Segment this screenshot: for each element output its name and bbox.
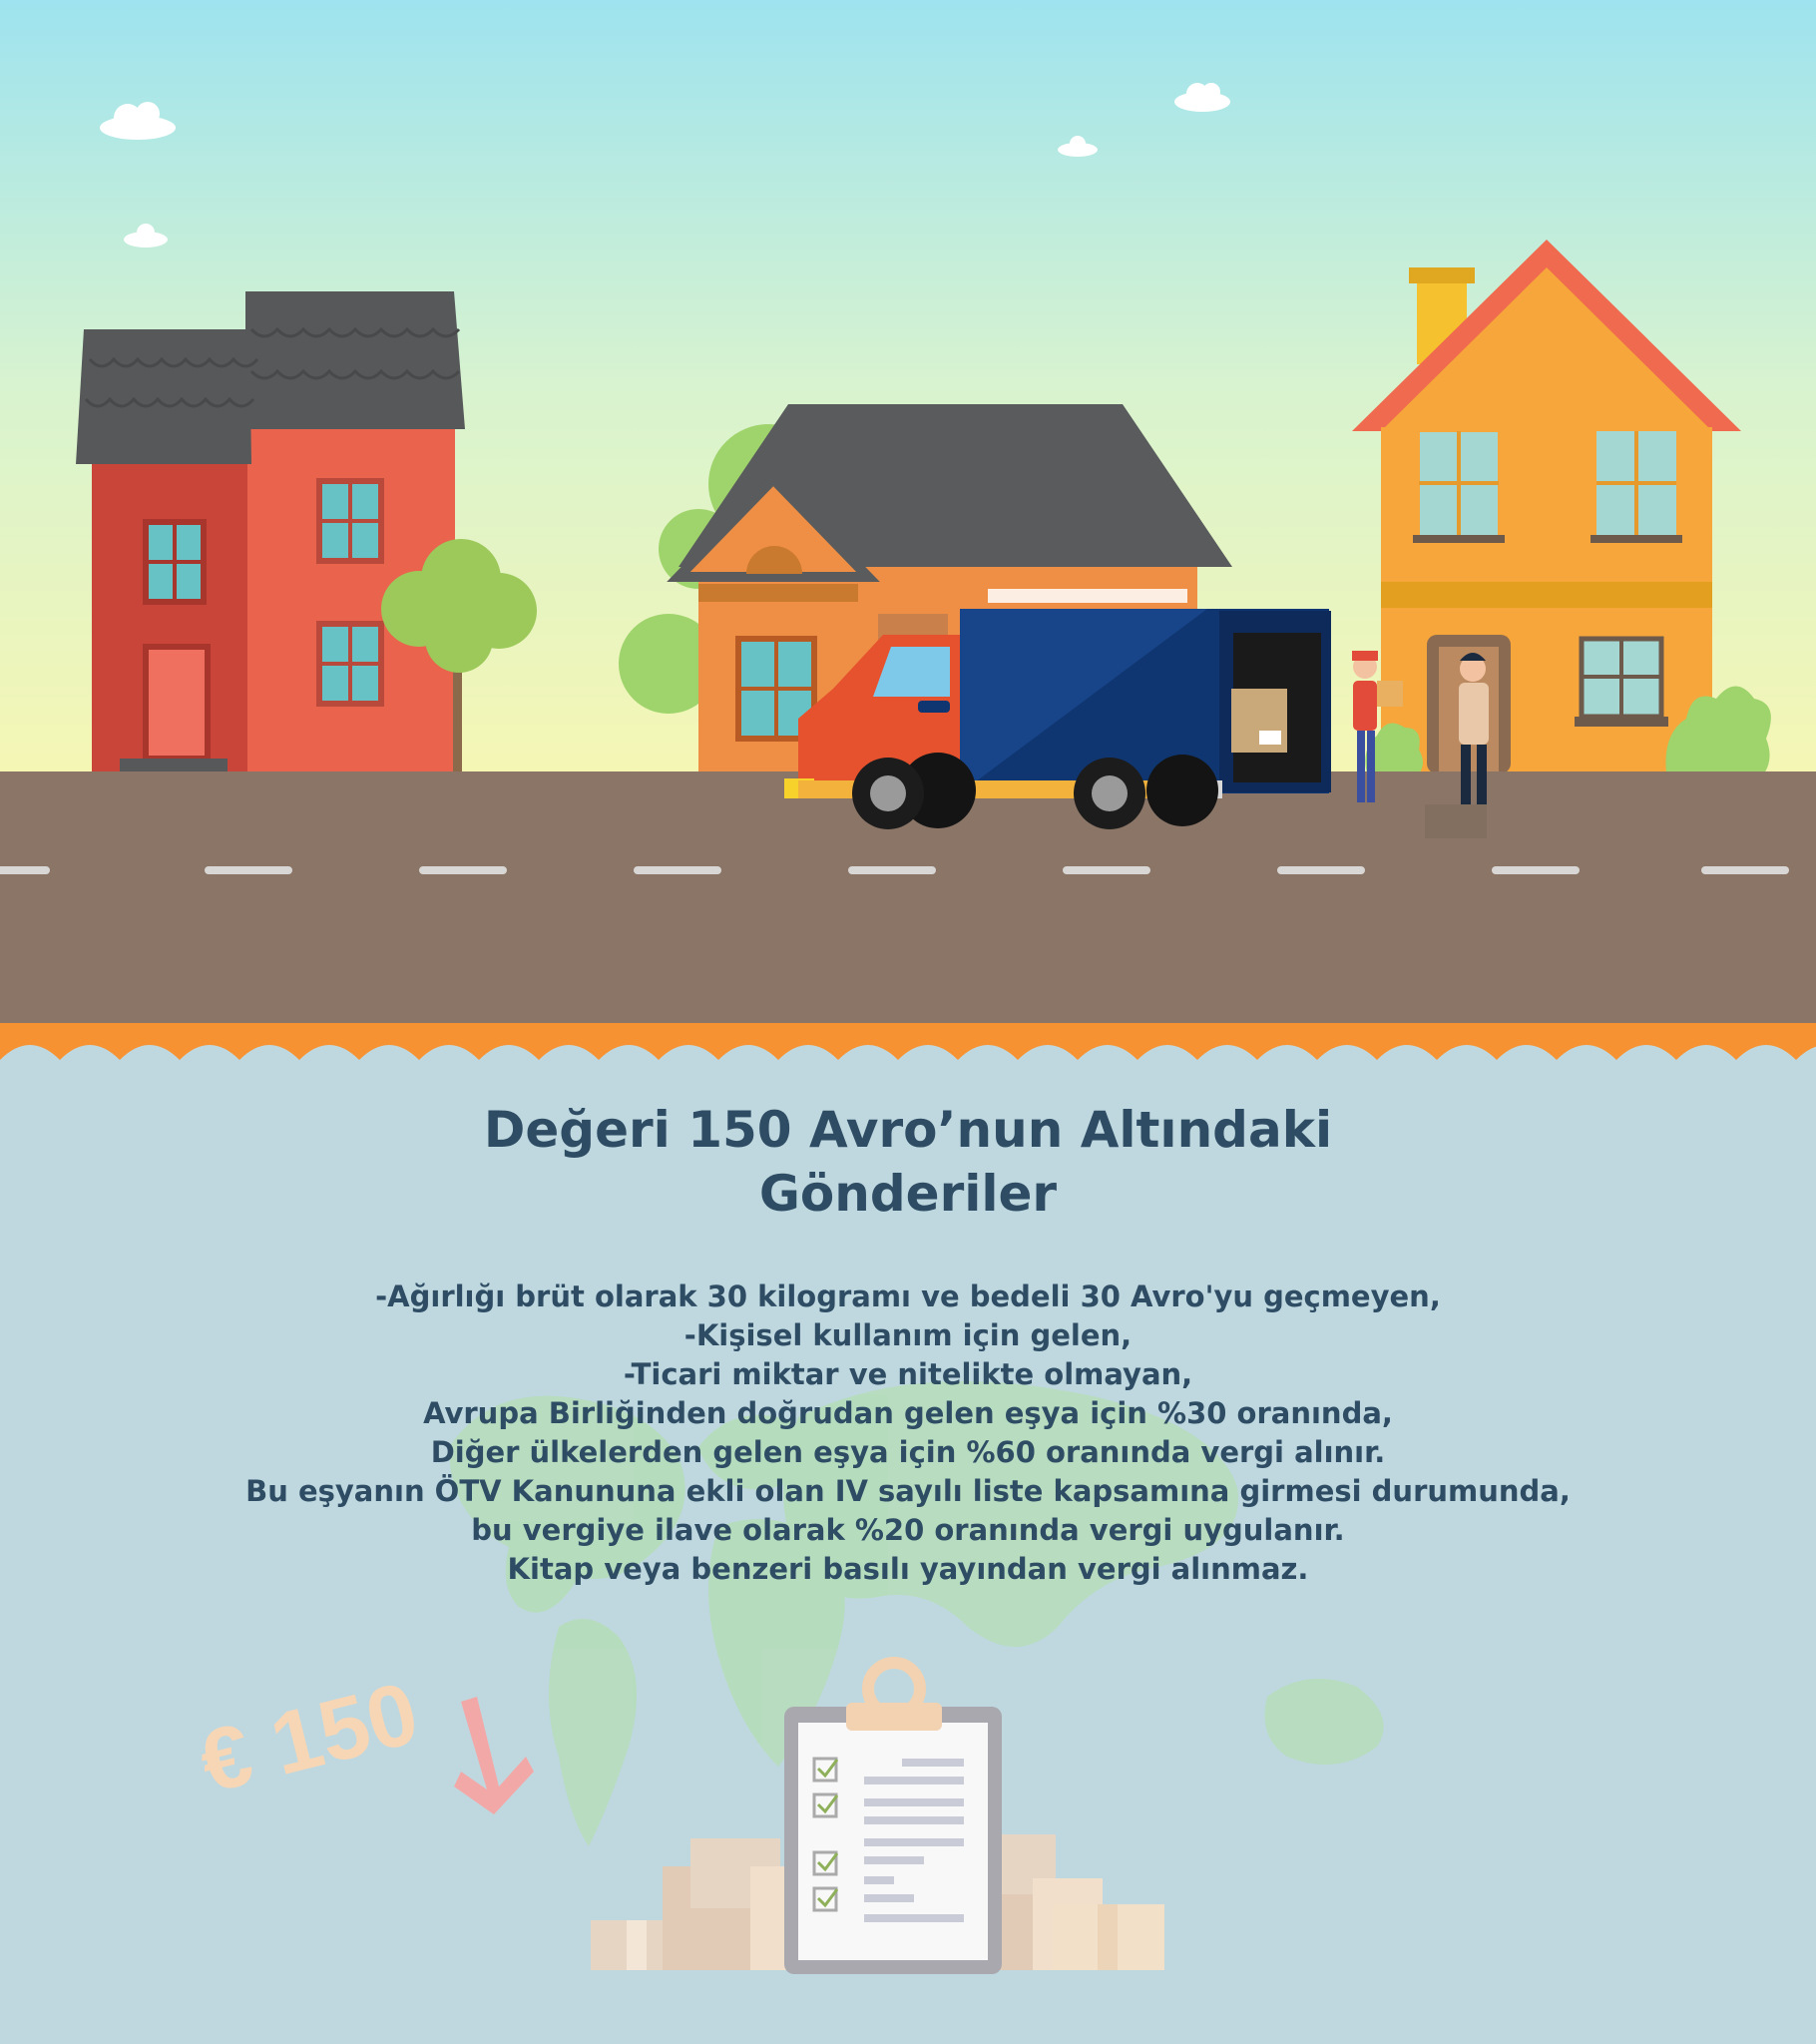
title-line: Değeri 150 Avro’nun Altındaki [483, 1101, 1333, 1159]
title-line: Gönderiler [758, 1165, 1058, 1223]
brick-house-icon [76, 291, 465, 774]
page-title [0, 1098, 1816, 1226]
body-line: -Ticari miktar ve nitelikte olmayan, [623, 1357, 1193, 1391]
body-line: -Ağırlığı brüt olarak 30 kilogramı ve bedeli 30 Avro'yu geçmeyen, [375, 1279, 1441, 1313]
down-arrow-icon [454, 1697, 534, 1814]
body-paragraph [0, 1278, 1816, 1589]
body-line: Bu eşyanın ÖTV Kanununa ekli olan IV sayılı liste kapsamına girmesi durumunda, [245, 1474, 1571, 1508]
body-line: Diğer ülkelerden gelen eşya için %60 oranında vergi alınır. [430, 1435, 1386, 1469]
clipboard-checklist-icon [784, 1663, 1002, 1974]
body-line: bu vergiye ilave olarak %20 oranında vergi uygulanır. [471, 1513, 1345, 1547]
euro-150-label: € 150 [190, 1662, 428, 1812]
content-section [0, 1068, 1816, 2044]
body-line: Avrupa Birliğinden doğrudan gelen eşya için %30 oranında, [423, 1396, 1393, 1430]
body-line: Kitap veya benzeri basılı yayından vergi alınmaz. [507, 1552, 1309, 1586]
body-line: -Kişisel kullanım için gelen, [683, 1318, 1133, 1352]
